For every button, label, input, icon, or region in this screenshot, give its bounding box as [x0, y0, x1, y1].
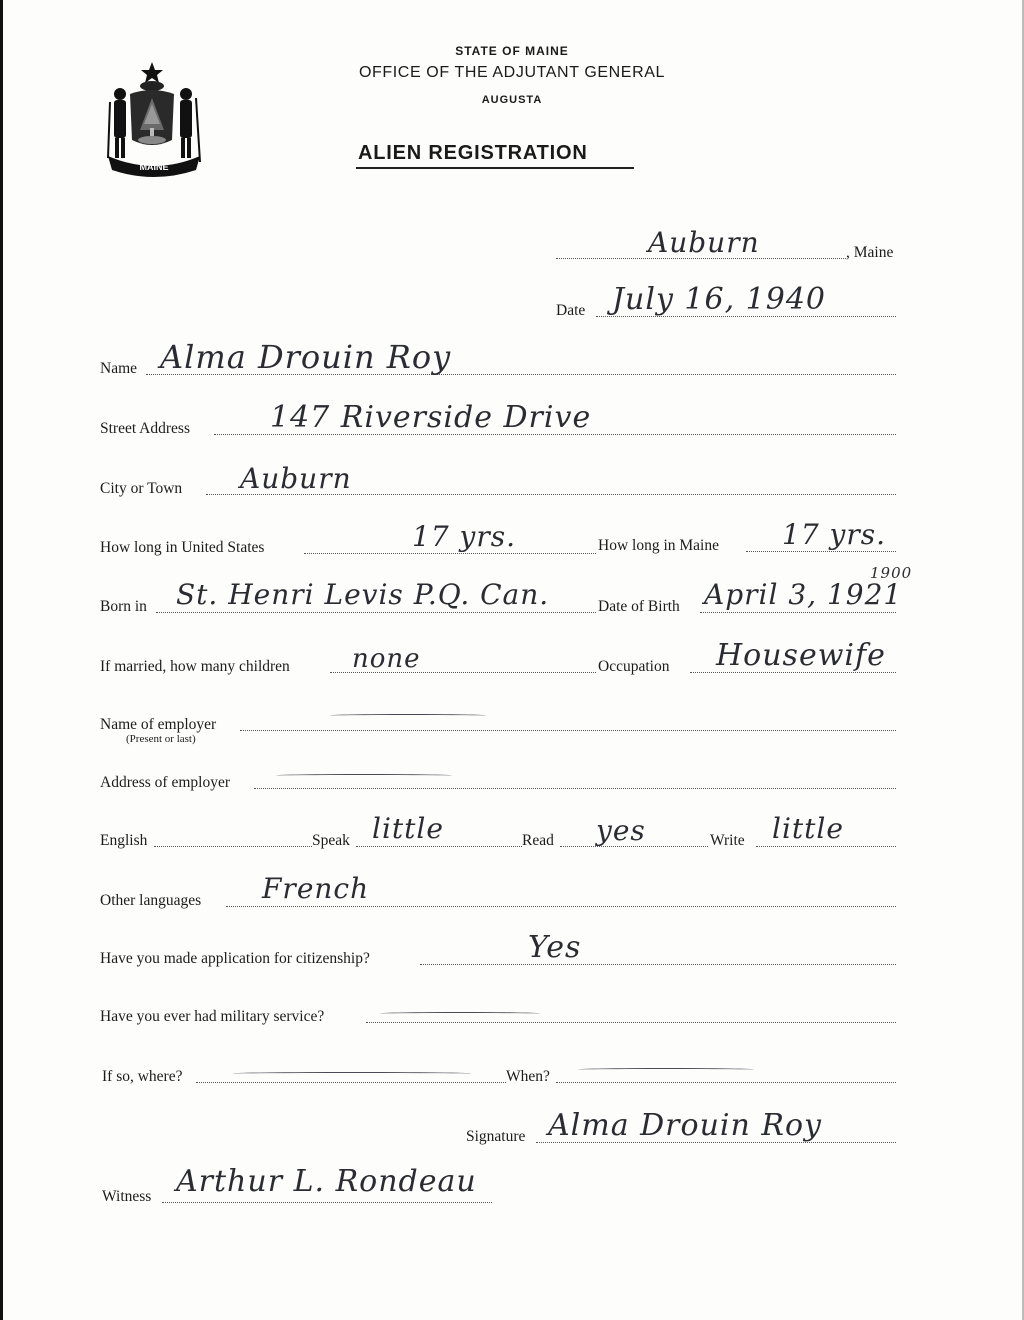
form-title: ALIEN REGISTRATION — [358, 142, 588, 164]
write-label: Write — [710, 832, 745, 849]
read-label: Read — [522, 832, 554, 849]
employer-address-dash — [276, 774, 452, 777]
born-in-field[interactable]: St. Henri Levis P.Q. Can. — [176, 578, 550, 611]
how-long-maine-field[interactable]: 17 yrs. — [782, 518, 887, 551]
witness-field-line — [162, 1202, 492, 1203]
speak-field[interactable]: little — [372, 812, 444, 845]
date-label: Date — [556, 302, 586, 319]
name-label: Name — [100, 360, 138, 377]
employer-name-sublabel: (Present or last) — [126, 733, 196, 745]
occupation-label: Occupation — [598, 658, 670, 675]
city-label: City or Town — [100, 480, 183, 497]
witness-label: Witness — [102, 1188, 152, 1205]
name-field[interactable]: Alma Drouin Roy — [160, 338, 452, 376]
born-in-label: Born in — [100, 598, 147, 615]
employer-name-dash — [330, 714, 486, 717]
where-dash — [232, 1072, 472, 1075]
how-long-maine-label: How long in Maine — [598, 537, 719, 554]
born-in-field-line — [156, 612, 596, 613]
where-field-line[interactable] — [196, 1082, 506, 1083]
when-field-line[interactable] — [556, 1082, 896, 1083]
english-field-line — [154, 846, 312, 847]
how-long-us-field[interactable]: 17 yrs. — [412, 520, 517, 553]
seal-lettering: MAINE — [139, 162, 169, 172]
how-long-us-field-line — [304, 553, 596, 554]
employer-address-field-line[interactable] — [254, 788, 896, 789]
speak-label: Speak — [312, 832, 350, 849]
header-state: STATE OF MAINE — [455, 44, 569, 58]
citizenship-field-line — [420, 964, 896, 965]
citizenship-label: Have you made application for citizenship? — [100, 950, 370, 967]
date-of-birth-label: Date of Birth — [598, 598, 680, 615]
where-label: If so, where? — [102, 1068, 183, 1085]
other-languages-label: Other languages — [100, 892, 202, 909]
write-field[interactable]: little — [772, 812, 844, 845]
employer-address-label: Address of employer — [100, 774, 230, 791]
date-of-birth-correction: 1900 — [870, 564, 913, 582]
military-label: Have you ever had military service? — [100, 1008, 325, 1025]
citizenship-field[interactable]: Yes — [528, 930, 582, 965]
children-label: If married, how many children — [100, 658, 290, 675]
scan-edge-left — [0, 0, 3, 1320]
title-underline — [356, 167, 634, 169]
other-languages-field-line — [226, 906, 896, 907]
occupation-field[interactable]: Housewife — [716, 638, 886, 673]
street-address-field[interactable]: 147 Riverside Drive — [270, 400, 592, 435]
street-address-label: Street Address — [100, 420, 190, 437]
how-long-maine-field-line — [746, 551, 896, 552]
employer-name-field-line[interactable] — [240, 730, 896, 731]
speak-field-line — [356, 846, 522, 847]
write-field-line — [756, 846, 896, 847]
read-field[interactable]: yes — [596, 814, 646, 847]
place-field[interactable]: Auburn — [648, 226, 760, 259]
employer-name-label: Name of employer — [100, 716, 217, 733]
when-label: When? — [506, 1068, 550, 1085]
witness-field[interactable]: Arthur L. Rondeau — [176, 1164, 477, 1199]
header-office: OFFICE OF THE ADJUTANT GENERAL — [358, 64, 666, 81]
children-field[interactable]: none — [352, 644, 421, 674]
date-of-birth-field-line — [700, 612, 896, 613]
english-label: English — [100, 832, 148, 849]
place-suffix: , Maine — [846, 244, 894, 261]
when-dash — [578, 1068, 754, 1071]
other-languages-field[interactable]: French — [262, 872, 370, 905]
signature-label: Signature — [466, 1128, 526, 1145]
military-dash — [380, 1012, 540, 1015]
date-field[interactable]: July 16, 1940 — [612, 282, 827, 317]
city-field[interactable]: Auburn — [240, 462, 352, 495]
military-field-line[interactable] — [366, 1022, 896, 1023]
date-of-birth-field[interactable]: April 3, 1921 — [704, 578, 903, 611]
header-city: AUGUSTA — [481, 94, 543, 106]
signature-field[interactable]: Alma Drouin Roy — [548, 1108, 822, 1143]
how-long-us-label: How long in United States — [100, 539, 265, 556]
